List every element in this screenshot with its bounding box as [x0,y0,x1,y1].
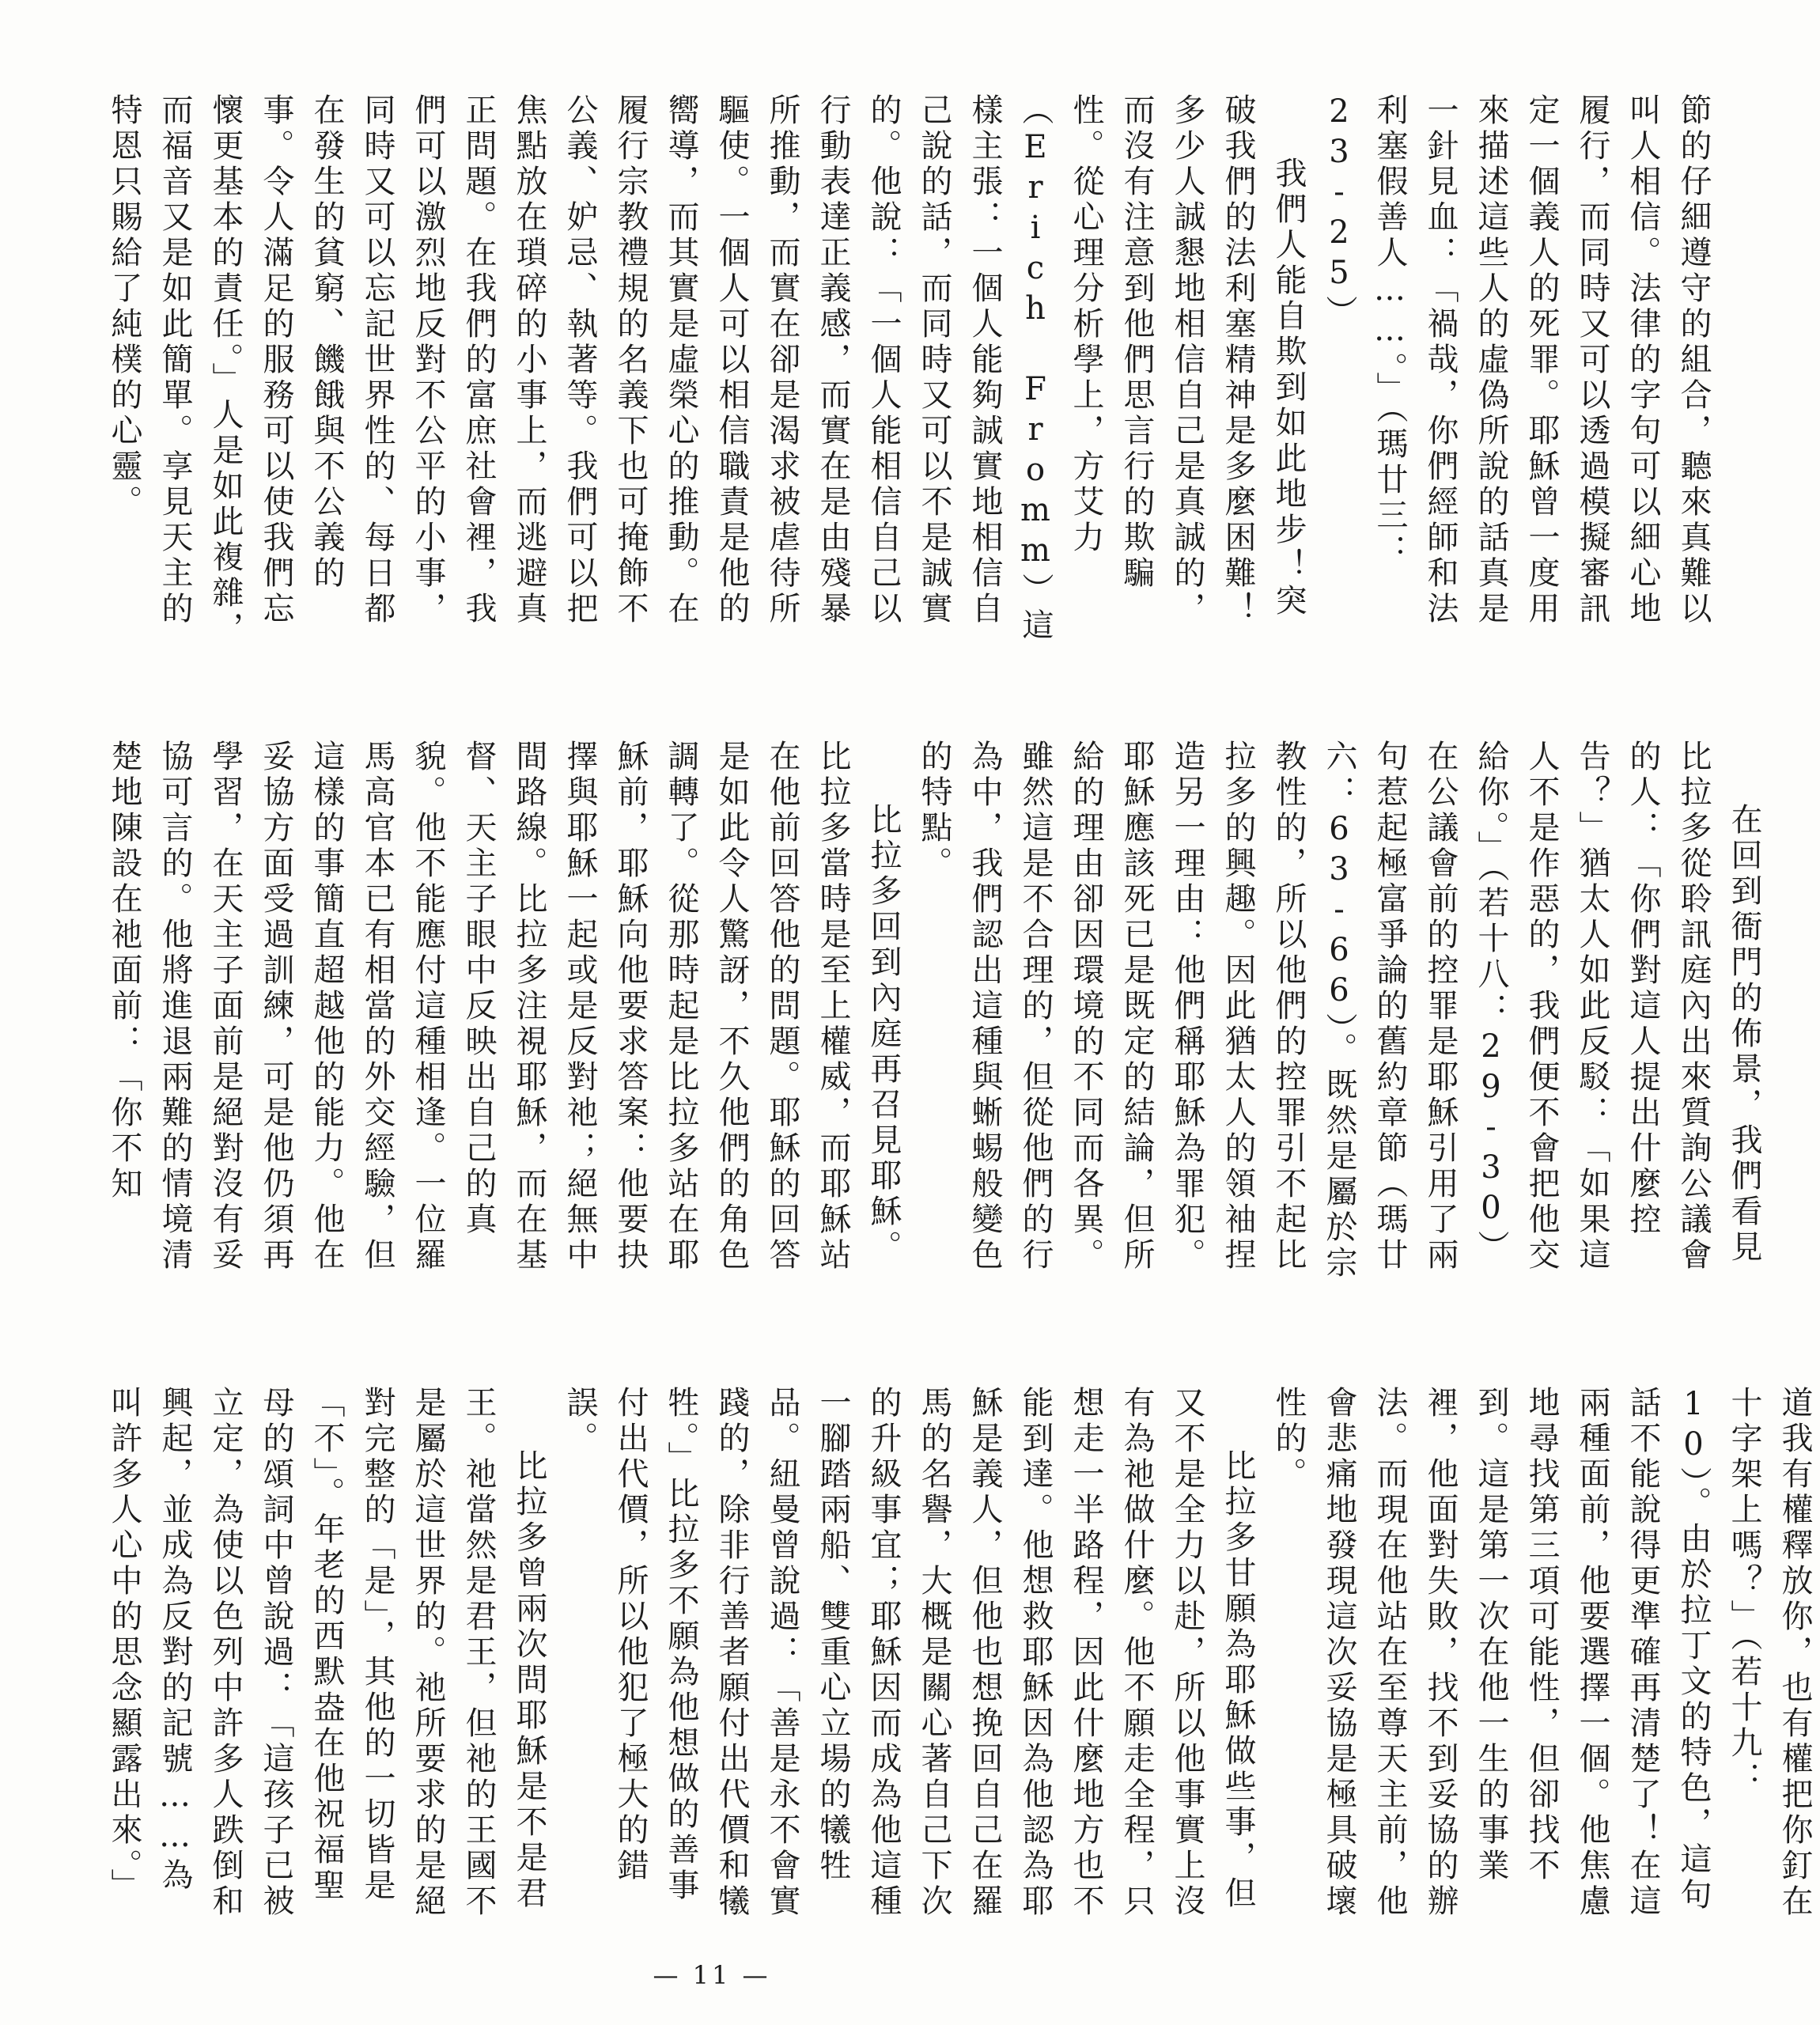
upper-paragraph-2: 我們人能自欺到如此地步！突破我們的法利塞精神是多麼困難！多少人誠懇地相信自己是真誠的，而沒有注意到他們思言行的欺騙性。從心理分析學上，方艾力（Erich Fromm）這樣主張：一個人能夠誠實地相信自己說的話，而同時又可以不是誠實的。他說：「一個人能相信自己以行動表達正義感，而實在是由殘暴所推動，而實在卻是渴求被虐待所驅使。一個人可以相信職責是他的嚮導，而其實是虛榮心的推動。在履行宗教禮規的名義下也可掩飾不公義、妒忌、執著等。我們可以把焦點放在瑣碎的小事上，而逃避真正問題。在我們的富庶社會裡，我們可以激烈地反對不公平的小事，同時又可以忘記世界性的、每日都在發生的貧窮、饑餓與不公義的事。令人滿足的服務可以使我們忘懷更基本的責任。」人是如此複雜，而福音又是如此簡單。享見天主的特恩只賜給了純樸的心靈。 [106,93,1307,647]
upper-text-block [99,93,1712,647]
lower-vertical-text [99,1386,1820,1924]
middle-paragraph-2: 比拉多回到內庭再召見耶穌。比拉多當時是至上權威，而耶穌站在他前回答他的問題。耶穌的回答是如此令人驚訝，不久他們的角色調轉了。從那時起是比拉多站在耶穌前，耶穌向他要求答案：他要抉擇與耶穌一起或是反對祂；絕無中間路線。比拉多注視耶穌，而在基督、天主子眼中反映出自己的真貌。他不能應付這種相逢。一位羅馬高官本已有相當的外交經驗，但這樣的事簡直超越他的能力。他在妥協方面受過訓練，可是他仍須再學習，在天主子面前是絕對沒有妥協可言的。他將進退兩難的情境清楚地陳設在祂面前：「你不知 [106,740,902,1274]
lower-paragraph-3: 比拉多曾兩次問耶穌是不是君王。祂當然是君王，但祂的王國不是屬於這世界的。祂所要求的是絕對完整的「是」，其他的一切皆是「不」。年老的西默盎在他祝福聖母的頌詞中曾說過：「這孩子已被立定，為使以色列中許多人跌倒和興起，並成為反對的記號……為叫許多人心中的思念顯露出來。」 [106,1386,547,1920]
middle-paragraph-1: 在回到衙門的佈景，我們看見比拉多從聆訊庭內出來質詢公議會的人：「你們對這人提出什麼控告？」猶太人如此反駁：「如果這人不是作惡的，我們便不會把他交給你。」（若十八：29-30）在公議會前的控罪是耶穌引用了兩句惹起極富爭論的舊約章節（瑪廿六：63-66）。既然是屬於宗教性的，所以他們的控罪引不起比拉多的興趣。因此猶太人的領袖捏造另一理由：他們稱耶穌為罪犯。耶穌應該死已是既定的結論，但所給的理由卻因環境的不同而各異。雖然這是不合理的，但從他們的行為中，我們認出這種與蜥蜴般變色的特點。 [916,740,1762,1281]
middle-text-block [99,740,1762,1293]
lower-paragraph-2: 比拉多甘願為耶穌做些事，但又不是全力以赴，所以他事實上沒有為祂做什麼。他不願走全程，只想走一半路程，因此什麼地方也不能到達。他想救耶穌因為他認為耶穌是義人，但他也想挽回自己在羅馬的名譽，大概是關心著自己下次的升級事宜；耶穌因而成為他這種一腳踏兩船、雙重心立場的犧牲品。紐曼曾說過：「善是永不會實踐的，除非行善者願付出代價和犧牲。」比拉多不願為他想做的善事付出代價，所以他犯了極大的錯誤。 [562,1386,1256,1920]
lower-text-block [99,1386,1813,1924]
page-number: — 11 — [653,1960,771,1990]
upper-vertical-text [99,93,1719,647]
lower-paragraph-1: 道我有權釋放你，也有權把你釘在十字架上嗎？」（若十九：10）。由於拉丁文的特色，這句話不能說得更準確再清楚了！在這兩種面前，他要選擇一個。他焦慮地尋找第三項可能性，但卻找不到。這是第一次在他一生的事業裡，他面對失敗，找不到妥協的辦法。而現在他站在至尊天主前，他會悲痛地發現這次妥協是極具破壞性的。 [1270,1386,1813,1920]
middle-vertical-text [99,740,1769,1293]
upper-paragraph-1: 節的仔細遵守的組合，聽來真難以叫人相信。法律的字句可以細心地履行，而同時又可以透過模擬審訊定一個義人的死罪。耶穌曾一度用來描述這些人的虛偽所說的話真是一針見血：「禍哉，你們經師和法利塞假善人……。」（瑪廿三：23-25） [1321,93,1712,627]
